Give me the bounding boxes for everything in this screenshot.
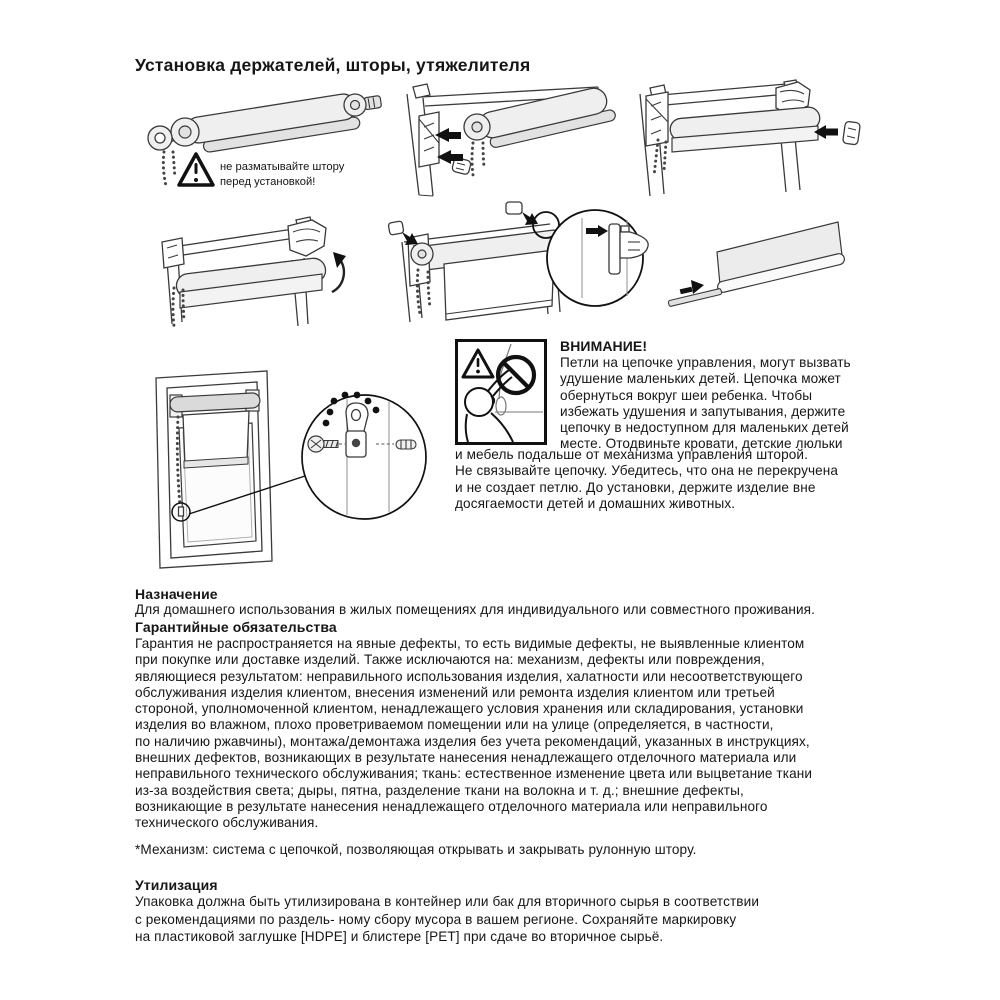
warning-text-wide (455, 447, 895, 512)
text-line: на пластиковой заглушке [HDPE] и блистере [PET] при сдаче во вторичное сырьё. (135, 929, 664, 944)
chain-icon (173, 152, 175, 178)
locking-clip-icon (843, 121, 861, 145)
text-line: обслуживания изделия клиентом, внесения изменений или ремонта изделия клиентом или третьей (135, 684, 775, 700)
safety-clip-icon (388, 221, 404, 235)
illustration-roller-parts (140, 88, 390, 203)
roller-control-end (148, 118, 199, 150)
illustration-insert-roller (393, 83, 625, 208)
text-line: неправильного технического обслуживания; ткань: естественное изменение цвета или выцветание ткани (135, 766, 813, 782)
text-line: при покупке или доставке изделий. Также исключаются на: механизм, дефекты или повреждения, (135, 652, 765, 668)
text-line: и мебель подальше от механизма управления шторой. (455, 447, 808, 462)
illustration-safety-clips (388, 198, 665, 340)
text-line: являющиеся результатом: неправильного использования изделия, халатности или несоответствующего (135, 668, 803, 684)
bracket-icon (162, 238, 184, 268)
text-line: стороной, уполномоченной клиентом, ненадлежащего условия хранения или складирования, установки (135, 701, 804, 717)
text-line: из-за воздействия света; дыры, пятна, разделение ткани на волокна и т. д.; внешние дефекты, (135, 782, 744, 798)
warning-triangle-icon (179, 154, 213, 185)
text-line: изделия во влажном, плохо проветриваемом помещении или на улице (определяется, в частности, (135, 717, 774, 733)
disposal-text (135, 893, 885, 946)
text-line: по наличию ржавчины), монтажа/демонтажа изделия без учета рекомендаций, указанных в инструкциях, (135, 733, 810, 749)
chain-icon (472, 143, 473, 175)
chain-icon (163, 152, 166, 186)
purpose-heading: Назначение (135, 586, 218, 602)
text-line: месте. Отодвиньте кровати, детские люльки (560, 436, 843, 452)
text-line: Упаковка должна быть утилизирована в контейнер или бак для вторичного сырья в соответствии (135, 894, 760, 909)
text-line: Гарантия не распространяется на явные дефекты, то есть видимые дефекты, не выявленные клиентом (135, 636, 805, 651)
bracket-clip-icon (413, 84, 430, 98)
roller-pin-end (344, 94, 382, 116)
text-line: Не связывайте цепочку. Убедитесь, что она не перекручена (455, 463, 839, 479)
child-safety-pictogram (455, 339, 547, 445)
illustration-weight-bar (660, 212, 880, 322)
bracket-icon (288, 217, 326, 256)
arrow-right-icon (680, 280, 704, 294)
chain-icon (483, 143, 484, 167)
chain-icon (664, 142, 666, 172)
warning-text-narrow (560, 355, 895, 453)
chain-icon (654, 140, 658, 176)
warranty-heading: Гарантийные обязательства (135, 619, 337, 635)
purpose-text: Для домашнего использования в жилых помещениях для индивидуального или совместного проживания. (135, 602, 815, 617)
text-line: Петли на цепочке управления, могут вызвать (560, 355, 851, 370)
safety-clip-icon (506, 202, 522, 214)
text-line: избежать удушения и запутывания, держите (560, 403, 846, 419)
text-line: цепочку в недоступном для маленьких детей (560, 420, 849, 436)
chain-icon (173, 288, 174, 326)
unroll-warning-caption-line2: перед установкой! (220, 176, 316, 188)
text-line: возникающие в результате нанесения ненадлежащего отделочного материала или неправильного (135, 798, 768, 814)
text-line: технического обслуживания. (135, 815, 319, 831)
warranty-note: *Механизм: система с цепочкой, позволяющая открывать и закрывать рулонную штору. (135, 842, 697, 857)
text-line: обернуться вокруг шеи ребенка. Чтобы (560, 387, 813, 403)
warranty-text (135, 636, 885, 832)
warning-heading: ВНИМАНИЕ! (560, 338, 648, 354)
bracket-icon (419, 112, 439, 167)
bracket-icon (646, 85, 668, 146)
illustration-window-tensioner (140, 365, 455, 583)
rotate-arrow-icon (332, 252, 346, 292)
text-line: и не создает петлю. До установки, держите изделие вне (455, 479, 816, 495)
magnified-detail (547, 210, 648, 306)
disposal-heading: Утилизация (135, 877, 218, 893)
magnified-tensioner-detail (302, 392, 426, 519)
text-line: внешних дефектов, возникающих в результате нанесения ненадлежащего отделочного материала или (135, 750, 797, 766)
text-line: с рекомендациями по раздель- ному сбору мусора в вашем регионе. Сохраняйте маркировку (135, 911, 737, 927)
unroll-warning-caption-line1: не разматывайте штору (220, 161, 345, 173)
page-title: Установка держателей, шторы, утяжелителя (135, 55, 531, 75)
text-line: досягаемости детей и домашних животных. (455, 495, 736, 511)
chain-holder-icon (346, 403, 368, 457)
illustration-attach-clip (628, 80, 880, 218)
text-line: удушение маленьких детей. Цепочка может (560, 371, 841, 387)
illustration-snap-roller (140, 212, 385, 344)
